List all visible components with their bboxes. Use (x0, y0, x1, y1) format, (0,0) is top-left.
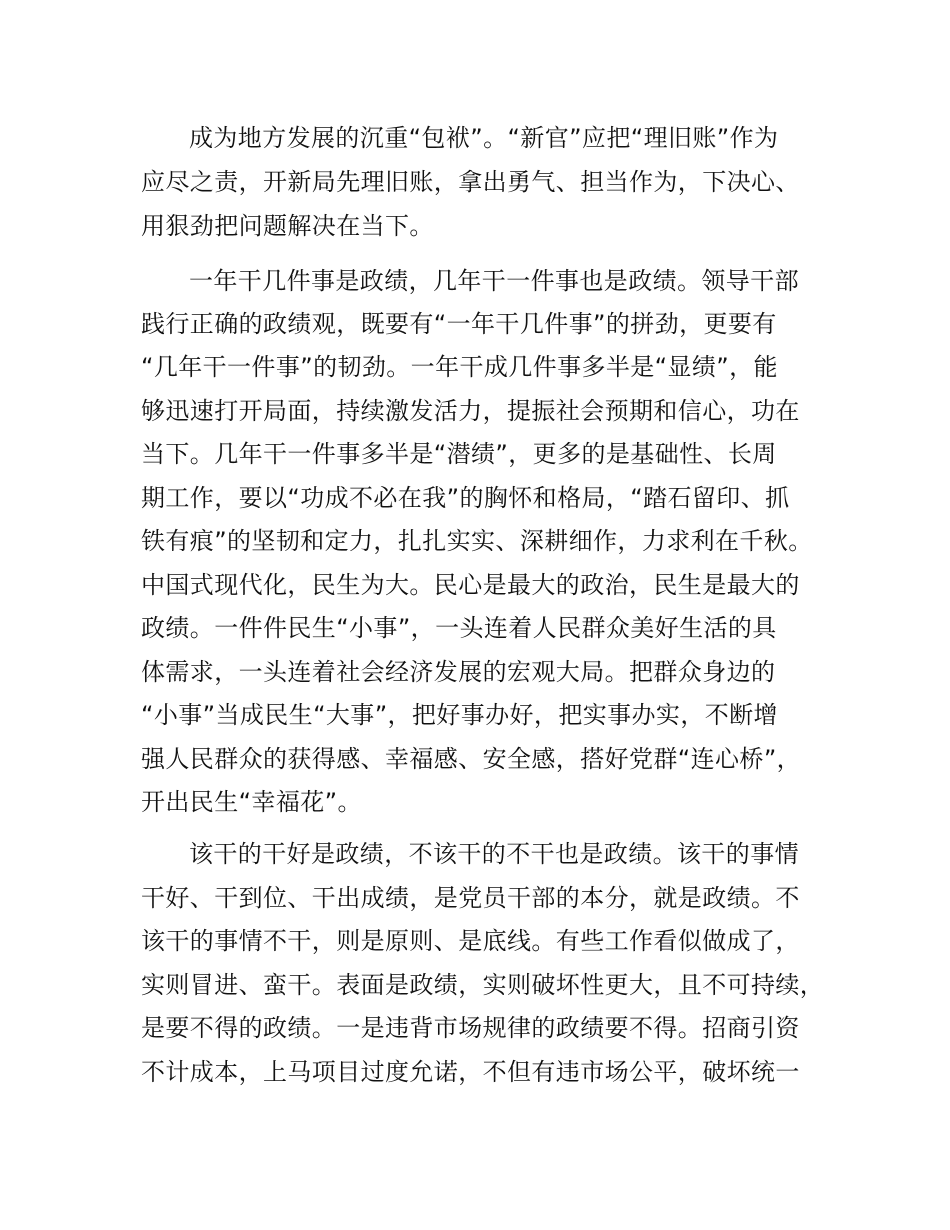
text-line: “几年干一件事”的韧劲。一年干成几件事多半是“显绩”，能 (141, 353, 778, 381)
text-line: 一年干几件事是政绩，几年干一件事也是政绩。领导干部 (189, 267, 799, 295)
text-line: 实则冒进、蛮干。表面是政绩，实则破坏性更大，且不可持续， (141, 971, 825, 999)
text-line: 开出民生“幸福花”。 (141, 788, 362, 816)
text-line: 期工作，要以“功成不必在我”的胸怀和格局，“踏石留印、抓 (141, 484, 790, 512)
text-line: 该干的事情不干，则是原则、是底线。有些工作看似做成了， (141, 927, 800, 955)
text-line: 体需求，一头连着社会经济发展的宏观大局。把群众身边的 (141, 658, 776, 686)
text-line: 政绩。一件件民生“小事”，一头连着人民群众美好生活的具 (141, 614, 777, 642)
text-line: 干好、干到位、干出成绩，是党员干部的本分，就是政绩。不 (141, 884, 800, 912)
text-line: 是要不得的政绩。一是违背市场规律的政绩要不得。招商引资 (141, 1014, 800, 1042)
text-line: 铁有痕”的坚韧和定力，扎扎实实、深耕细作，力求利在千秋。 (141, 527, 813, 555)
text-line: 当下。几年干一件事多半是“潜绩”，更多的是基础性、长周 (141, 440, 777, 468)
text-line: 成为地方发展的沉重“包袱”。“新官”应把“理旧账”作为 (189, 124, 779, 152)
text-line: 不计成本，上马项目过度允诺，不但有违市场公平，破坏统一 (141, 1058, 800, 1086)
text-line: 应尽之责，开新局先理旧账，拿出勇气、担当作为，下决心、 (141, 168, 800, 196)
text-line: 践行正确的政绩观，既要有“一年干几件事”的拼劲，更要有 (141, 310, 777, 338)
text-line: 中国式现代化，民生为大。民心是最大的政治，民生是最大的 (141, 571, 800, 599)
text-line: 够迅速打开局面，持续激发活力，提振社会预期和信心，功在 (141, 397, 800, 425)
text-line: 强人民群众的获得感、幸福感、安全感，搭好党群“连心桥”， (141, 745, 802, 773)
text-line: “小事”当成民生“大事”，把好事办好，把实事办实，不断增 (141, 701, 778, 729)
text-line: 该干的干好是政绩，不该干的不干也是政绩。该干的事情 (189, 840, 799, 868)
text-line: 用狠劲把问题解决在当下。 (141, 212, 434, 240)
